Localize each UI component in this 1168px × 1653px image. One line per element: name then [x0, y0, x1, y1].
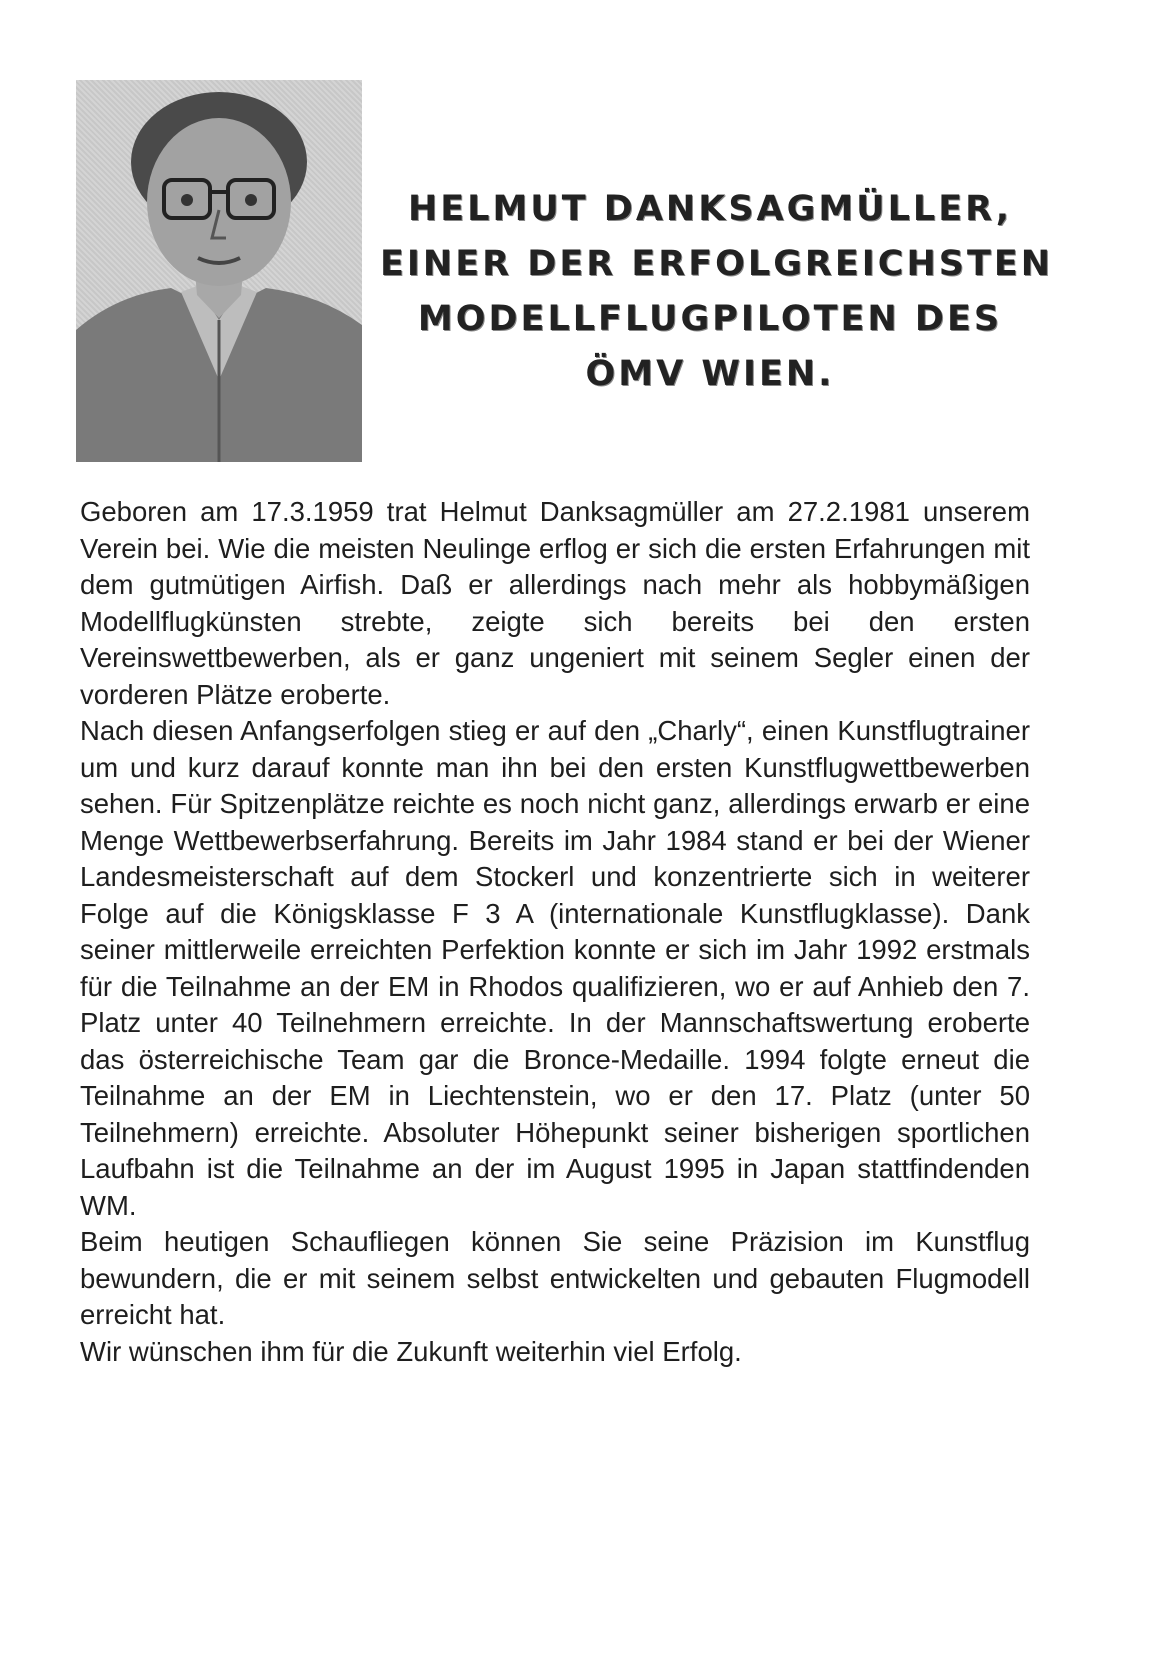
person-portrait-icon [76, 80, 362, 462]
article-body [80, 494, 1030, 1370]
title-line: MODELLFLUGPILOTEN DES [417, 299, 1003, 339]
page-title [380, 182, 1054, 402]
paragraph: Wir wünschen ihm für die Zukunft weiterhin viel Erfolg. [80, 1335, 742, 1367]
paragraph: Beim heutigen Schaufliegen können Sie seine Präzision im Kunstflug bewundern, die er mit seinem selbst entwickelten und gebauten Flugmodell erreicht hat. [80, 1226, 1030, 1330]
portrait-photo [76, 80, 362, 462]
paragraph: Geboren am 17.3.1959 trat Helmut Danksagmüller am 27.2.1981 unserem Verein bei. Wie die meisten Neulinge erflog er sich die ersten Erfahrungen mit dem gutmütigen Airfish. Daß er allerdings nach mehr als hobbymäßigen Modellflugkünsten strebte, zeigte sich bereits bei den ersten Vereinswettbewerben, als er ganz ungeniert mit seinem Segler einen der vorderen Plätze eroberte. [80, 496, 1030, 710]
title-line: HELMUT DANKSAGMÜLLER, [407, 189, 1013, 229]
title-line: ÖMV WIEN. [585, 354, 835, 394]
paragraph: Nach diesen Anfangserfolgen stieg er auf den „Charly“, einen Kunstflugtrainer um und kurz darauf konnte man ihn bei den ersten Kunstflugwettbewerben sehen. Für Spitzenplätze reichte es noch nicht ganz, allerdings erwarb er eine Menge Wettbewerbserfahrung. Bereits im Jahr 1984 stand er bei der Wiener Landesmeisterschaft auf dem Stockerl und konzentrierte sich in weiterer Folge auf die Königsklasse F 3 A (internationale Kunstflugklasse). Dank seiner mittlerweile erreichten Perfektion konnte er sich im Jahr 1992 erstmals für die Teilnahme an der EM in Rhodos qualifizieren, wo er auf Anhieb den 7. Platz unter 40 Teilnehmern erreichte. In der Mannschaftswertung eroberte das österreichische Team gar die Bronce-Medaille. 1994 folgte erneut die Teilnahme an der EM in Liechtenstein, wo er den 17. Platz (unter 50 Teilnehmern) erreichte. Absoluter Höhepunkt seiner bisherigen sportlichen Laufbahn ist die Teilnahme an der im August 1995 in Japan stattfindenden WM. [80, 715, 1030, 1221]
title-line: EINER DER ERFOLGREICHSTEN [380, 244, 1054, 284]
